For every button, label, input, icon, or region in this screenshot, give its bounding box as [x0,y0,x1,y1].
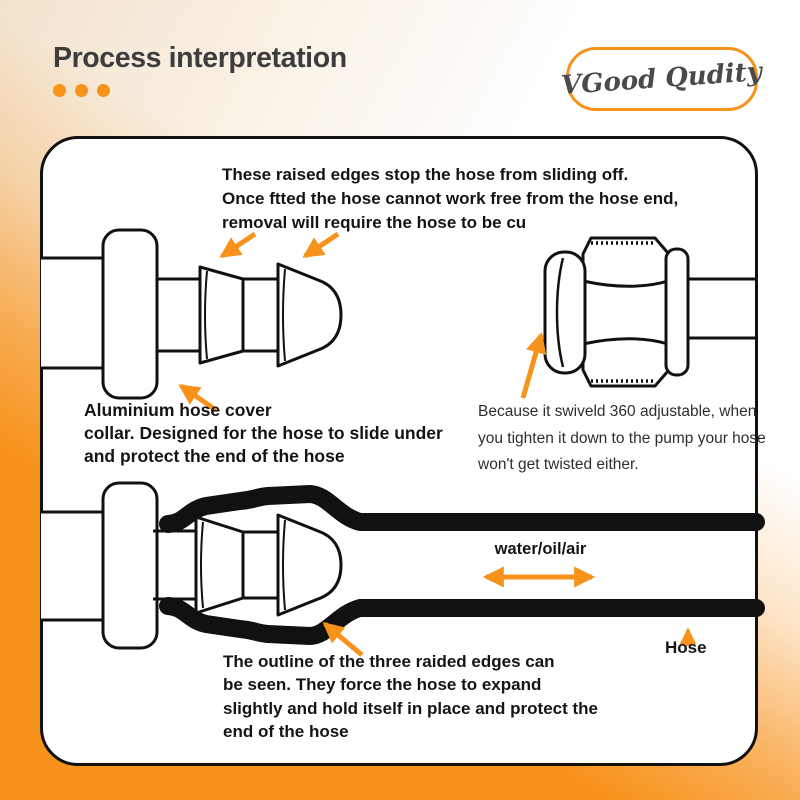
fitting-shaft [157,279,200,351]
note-line: you tighten it down to the pump your hose [478,429,766,447]
note-line: end of the hose [223,721,349,741]
barb-fitting-diagram [41,230,341,398]
nut-front-face [545,252,585,373]
collar-note [84,399,443,468]
hose-label: Hose [665,638,707,657]
raised-edge-arrow-1-icon [222,234,255,256]
barb-ridge-2 [278,264,341,366]
note-line: removal will require the hose to be cu [222,213,527,232]
page-title: Process interpretation [53,42,347,74]
note-line: be seen. They force the hose to expand [223,675,542,695]
fitting-shaft-2 [243,279,278,351]
hose-cover-collar-shape-bottom [103,483,157,648]
nut-flange [666,249,688,375]
note-line: and protect the end of the hose [84,446,345,466]
barb-ridge-2-bottom [278,515,341,615]
note-line: slightly and hold itself in place and protect the [223,698,598,718]
note-line: Because it swiveld 360 adjustable, when [478,403,757,420]
note-line: The outline of the three raided edges can [223,652,555,671]
outline-note [223,650,598,743]
hose-wall-top [168,494,756,524]
hex-nut-body [583,238,668,386]
raised-edges-note [222,163,678,235]
quality-badge-label: VGood Qudity [560,57,764,101]
note-line: Once ftted the hose cannot work free from the hose end, [222,189,679,208]
swivel-nut-diagram [545,238,756,386]
flow-label: water/oil/air [494,540,587,558]
hose-wall-bottom [168,606,756,636]
raised-edge-arrow-2-icon [305,234,338,256]
nut-outlet-pipe [688,279,756,338]
note-line: These raised edges stop the hose from sliding off. [222,165,629,184]
swivel-note [478,399,766,479]
note-line: Aluminium hose cover [84,400,272,420]
hose-cross-section-diagram [41,483,756,648]
note-line: won't get twisted either. [478,456,639,473]
hose-cover-collar-shape [103,230,157,398]
note-line: collar. Designed for the hose to slide under [84,423,443,443]
fitting-shaft-bottom [153,531,196,599]
fitting-pipe-stub-bottom [41,512,103,620]
fitting-shaft-2-bottom [243,532,278,598]
swivel-nut-arrow-icon [523,335,541,398]
fitting-pipe-stub [41,258,103,368]
